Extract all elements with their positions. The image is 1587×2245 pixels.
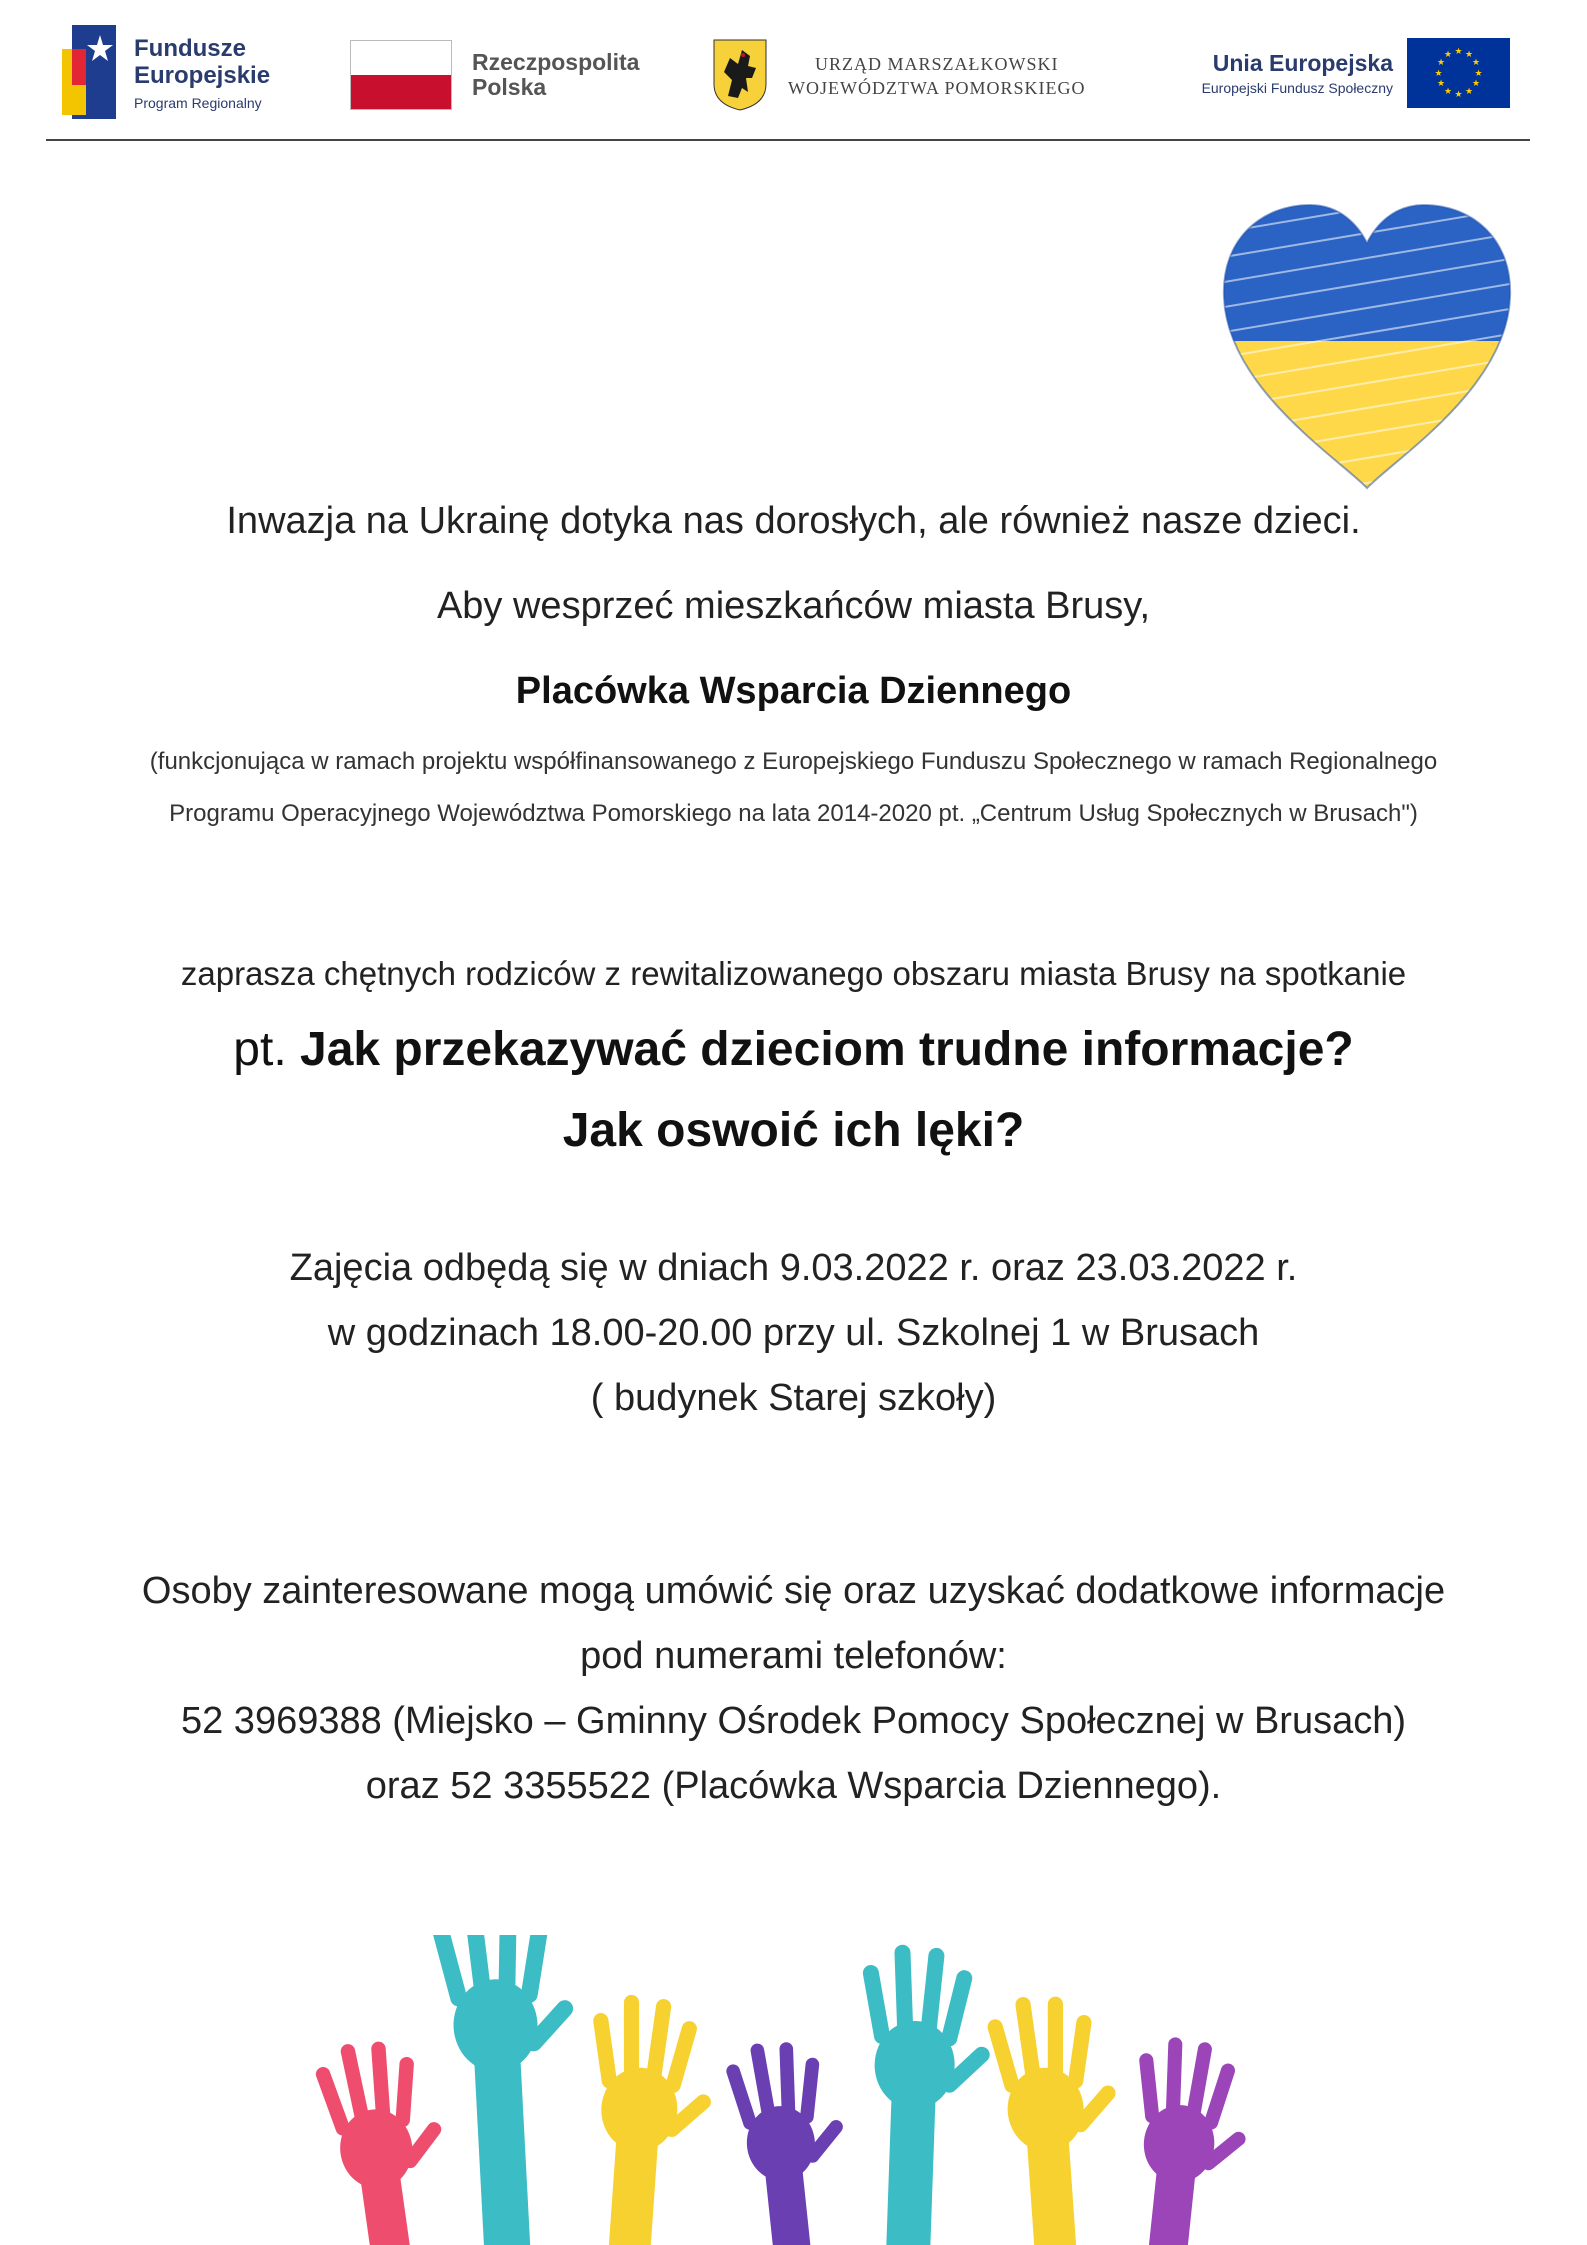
svg-text:★: ★ [1436,79,1446,89]
hand-purple [722,2035,874,2245]
meeting-title-line2 [0,1103,1587,1158]
rp-text [472,50,639,100]
ukraine-heart-icon [1218,203,1516,493]
hand-teal-right [847,1943,996,2245]
hand-yellow-left [565,1992,721,2245]
um-line1: URZĄD MARSZAŁKOWSKI [814,54,1059,74]
phone-gops: 52 3969388 (Miejsko – Gminny Ośrodek Pomocy Społecznej w Brusach) [180,1700,1407,1742]
um-line2: WOJEWÓDZTWA POMORSKIEGO [788,78,1086,98]
eu-flag-icon [1407,38,1510,108]
intro-text: Inwazja na Ukrainę dotyka nas dorosłych, ale również nasze dzieci. [226,500,1361,542]
svg-text:★: ★ [1464,87,1474,97]
title-prefix: pt. [233,1023,300,1076]
svg-text:★: ★ [1471,58,1481,68]
meeting-title-line1 [0,1022,1587,1077]
contact-text-line1: Osoby zainteresowane mogą umówić się oraz uzyskać dodatkowe informacje [141,1570,1446,1612]
ue-title: Unia Europejska [1212,50,1393,76]
invitation-text: zaprasza chętnych rodziców z rewitalizowanego obszaru miasta Brusy na spotkanie [180,955,1407,992]
fe-star-icon [62,25,116,119]
header-divider [46,139,1530,141]
svg-text:★: ★ [1443,50,1453,60]
fe-subtitle: Program Regionalny [134,95,262,111]
logo-rzeczpospolita-polska [350,40,660,112]
rp-line1: Rzeczpospolita [472,49,640,75]
svg-text:★: ★ [1436,58,1446,68]
svg-text:★: ★ [1443,87,1453,97]
um-text [788,52,1085,100]
raised-hands-illustration [300,1935,1300,2245]
dates-text: Zajęcia odbędą się w dniach 9.03.2022 r. oraz 23.03.2022 r. [289,1247,1298,1289]
fe-title-line1: Fundusze [134,35,246,62]
svg-text:★: ★ [1471,79,1481,89]
rp-line2: Polska [472,74,547,100]
ue-subtitle: Europejski Fundusz Społeczny [1201,80,1393,96]
title-main: Jak przekazywać dzieciom trudne informacje? [300,1023,1354,1076]
building-text: ( budynek Starej szkoły) [590,1377,997,1419]
project-info-line1: (funkcjonująca w ramach projektu współfinansowanego z Europejskiego Funduszu Społecznego w ramach Regionalnego [149,748,1438,775]
svg-text:★: ★ [1474,69,1483,79]
pomorskie-griffin-emblem [712,38,768,112]
hand-violet [1101,2033,1258,2245]
svg-text:★: ★ [1464,50,1474,60]
contact-text-line2: pod numerami telefonów: [580,1635,1007,1677]
phone-placowka: oraz 52 3355522 (Placówka Wsparcia Dziennego). [365,1765,1222,1807]
hours-text: w godzinach 18.00-20.00 przy ul. Szkolnej 1 w Brusach [327,1312,1260,1354]
organization-name: Placówka Wsparcia Dziennego [515,670,1072,712]
hand-pink [311,2032,485,2245]
project-info-line2: Programu Operacyjnego Województwa Pomorskiego na lata 2014-2020 pt. „Centrum Usług Społecznych w Brusach") [169,800,1418,827]
logo-urzad-marszalkowski [712,36,1112,116]
svg-text:★: ★ [1454,90,1463,100]
fe-title-line2: Europejskie [134,62,271,89]
support-text: Aby wesprzeć mieszkańców miasta Brusy, [436,585,1151,627]
logo-fundusze-europejskie [62,25,292,121]
hand-teal-left [430,1935,595,2245]
title-sub: Jak oswoić ich lęki? [562,1104,1025,1157]
hand-yellow-right [984,1990,1140,2245]
svg-text:★: ★ [1434,69,1443,79]
polish-flag [350,40,452,110]
logo-unia-europejska [1165,38,1510,113]
svg-text:★: ★ [1454,47,1463,57]
